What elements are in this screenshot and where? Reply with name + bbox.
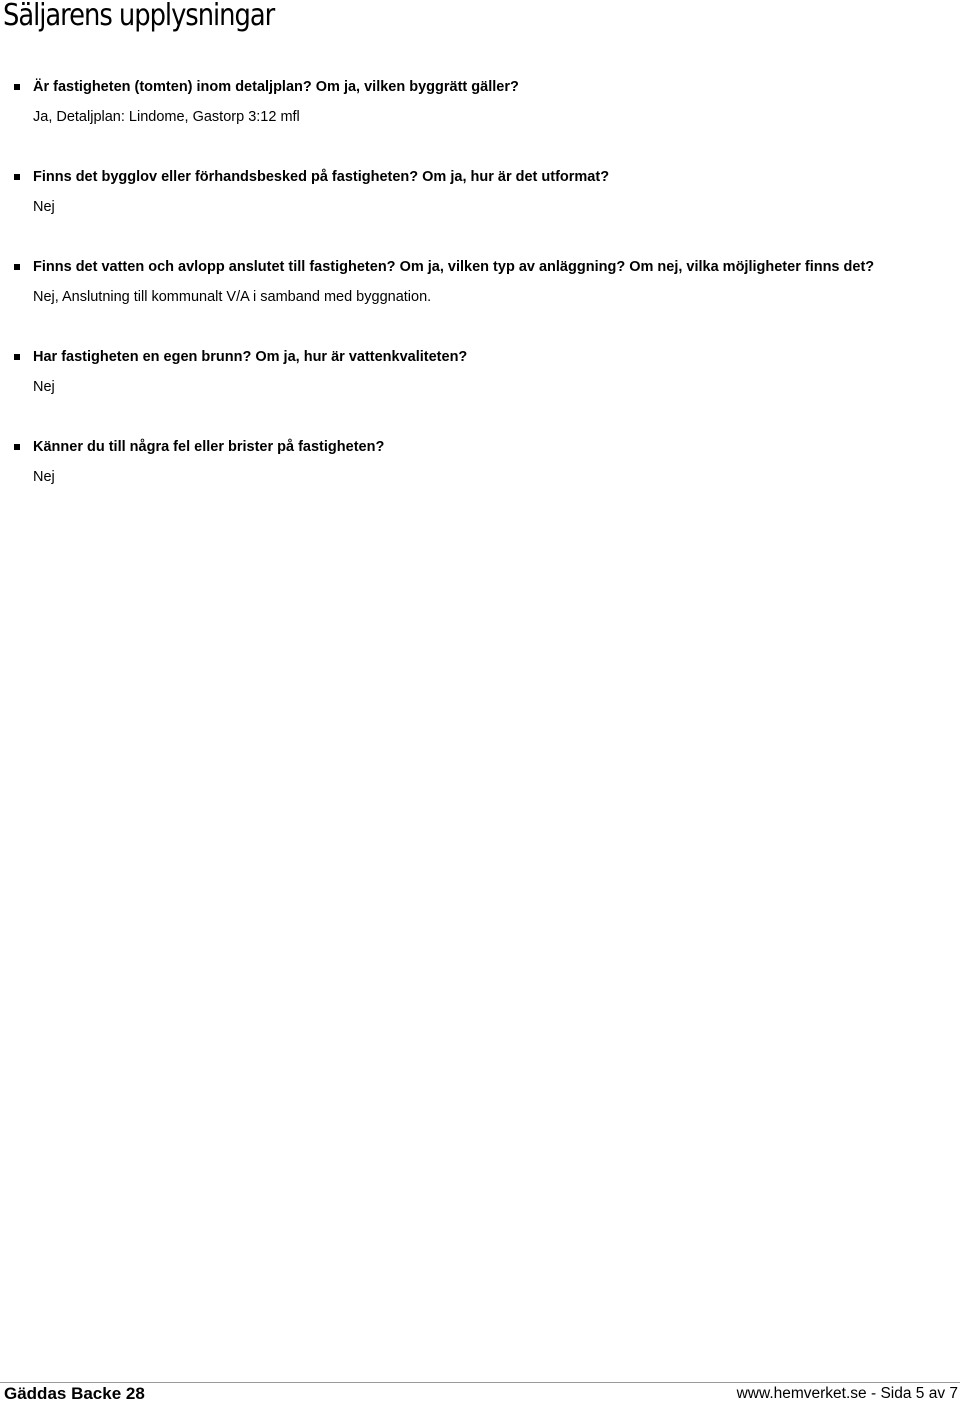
question-text: Finns det bygglov eller förhandsbesked på fastigheten? Om ja, hur är det utformat? — [33, 169, 610, 185]
answer-text: Nej, Anslutning till kommunalt V/A i samband med byggnation. — [33, 289, 432, 305]
list-item — [0, 254, 960, 344]
footer-divider — [0, 1382, 960, 1383]
question-text: Känner du till några fel eller brister på fastigheten? — [33, 439, 385, 455]
square-bullet-icon — [14, 84, 20, 90]
list-item — [0, 164, 960, 254]
question-answer-list — [0, 74, 960, 524]
footer-site-and-page: www.hemverket.se - Sida 5 av 7 — [736, 1385, 958, 1402]
answer-text: Nej — [33, 469, 55, 485]
question-text: Har fastigheten en egen brunn? Om ja, hur är vattenkvaliteten? — [33, 349, 468, 365]
question-text: Finns det vatten och avlopp anslutet till fastigheten? Om ja, vilken typ av anläggning? Om nej, vilka möjligheter finns det? — [33, 259, 875, 275]
list-item — [0, 434, 960, 524]
square-bullet-icon — [14, 174, 20, 180]
square-bullet-icon — [14, 354, 20, 360]
footer-property-name: Gäddas Backe 28 — [4, 1384, 145, 1403]
square-bullet-icon — [14, 444, 20, 450]
list-item — [0, 344, 960, 434]
answer-text: Nej — [33, 379, 55, 395]
page-title: Säljarens upplysningar — [3, 0, 275, 33]
square-bullet-icon — [14, 264, 20, 270]
answer-text: Nej — [33, 199, 55, 215]
answer-text: Ja, Detaljplan: Lindome, Gastorp 3:12 mfl — [33, 109, 300, 125]
list-item — [0, 74, 960, 164]
question-text: Är fastigheten (tomten) inom detaljplan? Om ja, vilken byggrätt gäller? — [33, 79, 519, 95]
